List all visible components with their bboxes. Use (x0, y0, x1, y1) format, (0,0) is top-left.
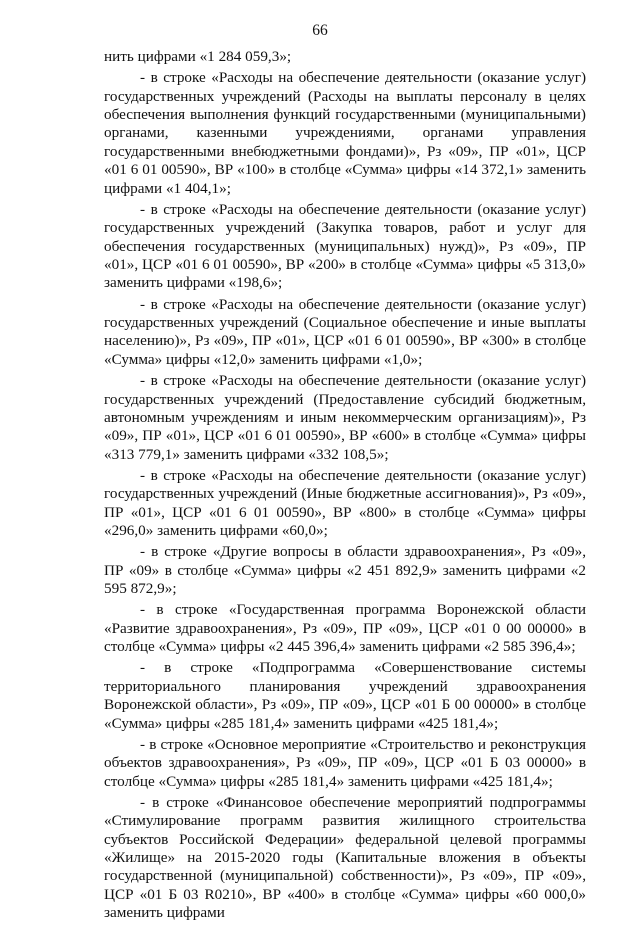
paragraph-item: - в строке «Подпрограмма «Совершенствование системы территориального планирования учреждений здравоохранения Воронежской области», Рз «09», ПР «09», ЦСР «01 Б 00 00000» в столбце «Сумма» цифры «285 181,4» заменить цифрами «425 181,4»; (104, 659, 586, 732)
paragraph-item: - в строке «Расходы на обеспечение деятельности (оказание услуг) государственных учреждений (Иные бюджетные ассигнования)», Рз «09», ПР «01», ЦСР «01 6 01 00590», ВР «800» в столбце «Сумма» цифры «296,0» заменить цифрами «60,0»; (104, 466, 586, 540)
paragraph-item: - в строке «Расходы на обеспечение деятельности (оказание услуг) государственных учреждений (Предоставление субсидий бюджетным, автономным учреждениям и иным некоммерческим организациям)», Рз «09», ПР «01», ЦСР «01 6 01 00590», ВР «600» в столбце «Сумма» цифры «313 779,1» заменить цифрами «332 108,5»; (104, 372, 586, 463)
paragraph-item: - в строке «Другие вопросы в области здравоохранения», Рз «09», ПР «09» в столбце «Сумма» цифры «2 451 892,9» заменить цифрами «2 595 872,9»; (104, 543, 586, 598)
document-body (104, 48, 586, 925)
paragraph-item: - в строке «Финансовое обеспечение мероприятий подпрограммы «Стимулирование программ развития жилищного строительства субъектов Российской Федерации» федеральной целевой программы «Жилище» на 2015-2020 годы (Капитальные вложения в объекты государственной (муниципальной) собственности)», Рз «09», ПР «09», ЦСР «01 Б 03 R0210», ВР «400» в столбце «Сумма» цифры «60 000,0» заменить цифрами (104, 793, 586, 922)
paragraph-item: - в строке «Основное мероприятие «Строительство и реконструкция объектов здравоохранения», Рз «09», ПР «09», ЦСР «01 Б 03 00000» в столбце «Сумма» цифры «285 181,4» заменить цифрами «425 181,4»; (104, 735, 586, 790)
paragraph-continuation: нить цифрами «1 284 059,3»; (104, 48, 292, 65)
paragraph-item: - в строке «Расходы на обеспечение деятельности (оказание услуг) государственных учреждений (Социальное обеспечение и иные выплаты населению)», Рз «09», ПР «01», ЦСР «01 6 01 00590», ВР «300» в столбце «Сумма» цифры «12,0» заменить цифрами «1,0»; (104, 295, 586, 368)
paragraph-item: - в строке «Государственная программа Воронежской области «Развитие здравоохранения», Рз «09», ПР «09», ЦСР «01 0 00 00000» в столбце «Сумма» цифры «2 445 396,4» заменить цифрами «2 585 396,4»; (104, 601, 586, 656)
paragraph-item: - в строке «Расходы на обеспечение деятельности (оказание услуг) государственных учреждений (Закупка товаров, работ и услуг для обеспечения государственных (муниципальных) нужд)», Рз «09», ПР «01», ЦСР «01 6 01 00590», ВР «200» в столбце «Сумма» цифры «5 313,0» заменить цифрами «198,6»; (104, 200, 586, 292)
page-number: 66 (312, 22, 328, 39)
paragraph-item: - в строке «Расходы на обеспечение деятельности (оказание услуг) государственных учреждений (Расходы на выплаты персоналу в целях обеспечения выполнения функций государственными (муниципальными) органами, казенными учреждениями, органами управления государственными внебюджетными фондами)», Рз «09», ПР «01», ЦСР «01 6 01 00590», ВР «100» в столбце «Сумма» цифры «14 372,1» заменить цифрами «1 404,1»; (104, 69, 586, 197)
